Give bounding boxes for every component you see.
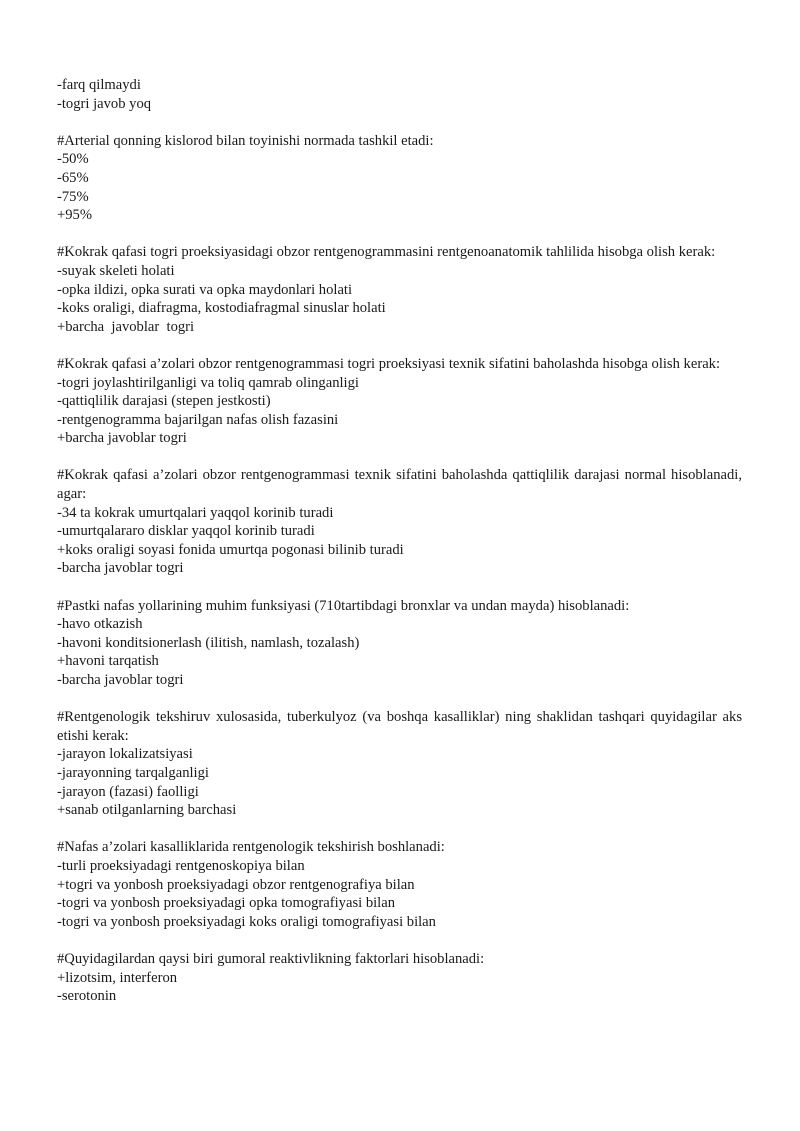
answer-option: +barcha javoblar togri <box>57 318 195 335</box>
question-text: #Rentgenologik tekshiruv xulosasida, tuberkulyoz (va boshqa kasalliklar) ning shaklidan tashqari quyidagilar aks etishi kerak: <box>57 709 742 744</box>
answer-option: +lizotsim, interferon <box>57 969 178 986</box>
question-block <box>57 708 742 820</box>
answer-option: -farq qilmaydi <box>57 77 141 93</box>
question-text: #Nafas a’zolari kasalliklarida rentgenologik tekshirish boshlanadi: <box>57 839 445 856</box>
answer-option: +sanab otilganlarning barchasi <box>57 802 237 819</box>
question-block <box>57 597 742 690</box>
answer-option: -suyak skeleti holati <box>57 262 175 279</box>
answer-option: -umurtqalararo disklar yaqqol korinib turadi <box>57 523 315 540</box>
answer-option: -barcha javoblar togri <box>57 672 184 688</box>
question-text: #Arterial qonning kislorod bilan toyinishi normada tashkil etadi: <box>57 132 434 149</box>
answer-option: -opka ildizi, opka surati va opka maydonlari holati <box>57 281 353 298</box>
answer-option: -rentgenogramma bajarilgan nafas olish fazasini <box>57 411 339 428</box>
answer-option: -serotonin <box>57 988 117 1005</box>
answer-option: +koks oraligi soyasi fonida umurtqa pogonasi bilinib turadi <box>57 541 404 558</box>
answer-option: -barcha javoblar togri <box>57 560 184 577</box>
question-block <box>57 466 742 578</box>
answer-option: +togri va yonbosh proeksiyadagi obzor rentgenografiya bilan <box>57 876 415 893</box>
question-block <box>57 132 742 225</box>
question-text: #Pastki nafas yollarining muhim funksiyasi (710tartibdagi bronxlar va undan mayda) hisoblanadi: <box>57 597 630 614</box>
answer-option: -50% <box>57 151 89 168</box>
answer-option: -jarayon lokalizatsiyasi <box>57 746 193 763</box>
question-block <box>57 76 742 113</box>
answer-option: -turli proeksiyadagi rentgenoskopiya bilan <box>57 857 305 874</box>
answer-option: +95% <box>57 207 92 224</box>
answer-option: -qattiqlilik darajasi (stepen jestkosti) <box>57 393 271 410</box>
answer-option: -koks oraligi, diafragma, kostodiafragmal sinuslar holati <box>57 300 386 317</box>
answer-option: -togri joylashtirilganligi va toliq qamrab olinganligi <box>57 374 359 391</box>
answer-option: -togri va yonbosh proeksiyadagi koks oraligi tomografiyasi bilan <box>57 913 436 930</box>
answer-option: -jarayonning tarqalganligi <box>57 764 209 781</box>
question-text: #Kokrak qafasi a’zolari obzor rentgenogrammasi togri proeksiyasi texnik sifatini baholashda hisobga olish kerak: <box>57 355 721 372</box>
answer-option: -togri va yonbosh proeksiyadagi opka tomografiyasi bilan <box>57 895 396 912</box>
document-page <box>57 76 742 1024</box>
answer-option: -havoni konditsionerlash (ilitish, namlash, tozalash) <box>57 634 360 651</box>
answer-option: -havo otkazish <box>57 616 143 633</box>
answer-option: +barcha javoblar togri <box>57 430 187 447</box>
answer-option: -75% <box>57 188 89 205</box>
answer-option: +havoni tarqatish <box>57 653 159 670</box>
question-text: #Kokrak qafasi a’zolari obzor rentgenogrammasi texnik sifatini baholashda qattiqlilik darajasi normal hisoblanadi, agar: <box>57 467 742 503</box>
question-block <box>57 355 742 448</box>
answer-option: -34 ta kokrak umurtqalari yaqqol korinib turadi <box>57 504 334 521</box>
question-block <box>57 243 742 336</box>
question-block <box>57 838 742 931</box>
question-text: #Kokrak qafasi togri proeksiyasidagi obzor rentgenogrammasini rentgenoanatomik tahlilida hisobga olish kerak: <box>57 244 716 261</box>
answer-option: -65% <box>57 169 89 186</box>
question-block <box>57 950 742 1006</box>
question-text: #Quyidagilardan qaysi biri gumoral reaktivlikning faktorlari hisoblanadi: <box>57 950 485 967</box>
answer-option: -jarayon (fazasi) faolligi <box>57 783 199 800</box>
answer-option: -togri javob yoq <box>57 95 152 112</box>
